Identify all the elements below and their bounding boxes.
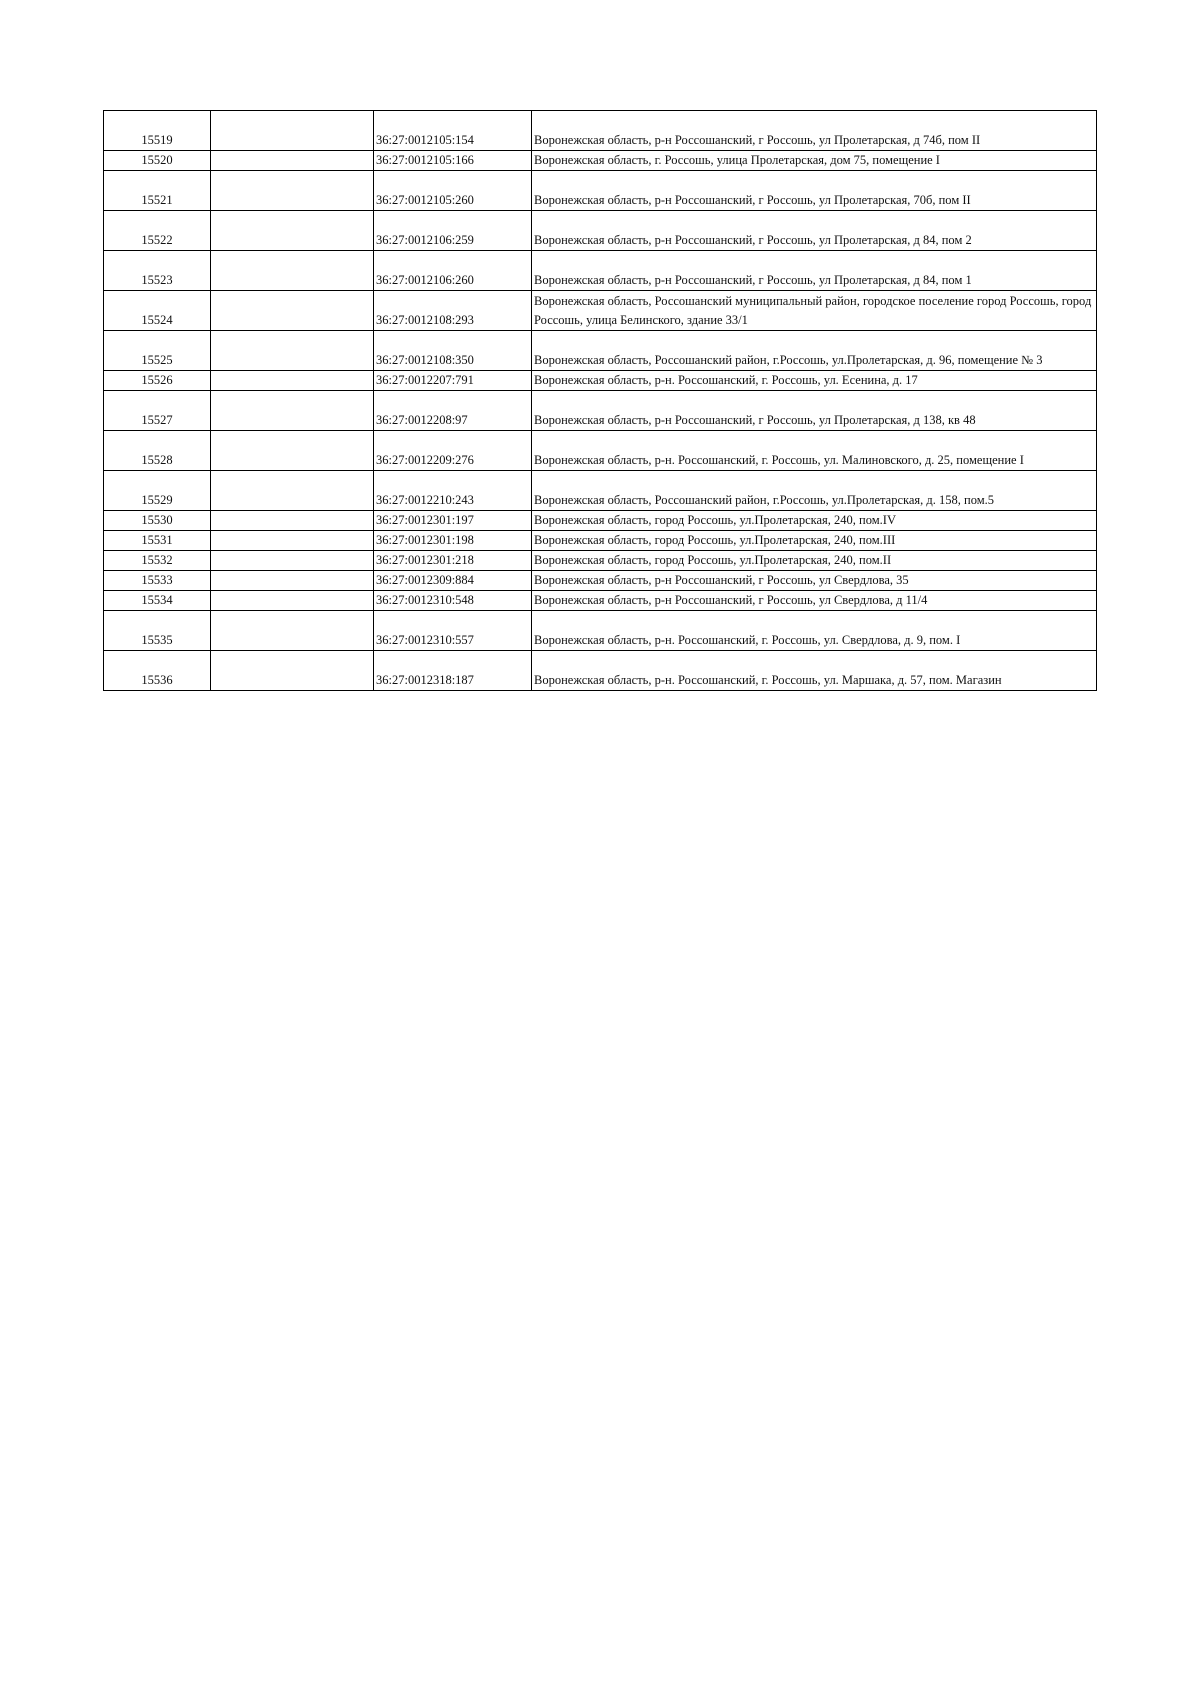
- empty-cell: [211, 651, 374, 691]
- cadastral-number: 36:27:0012318:187: [374, 651, 532, 691]
- table-row: [104, 171, 1097, 211]
- address: Воронежская область, р-н Россошанский, г Россошь, ул Свердлова, д 11/4: [532, 591, 1097, 611]
- row-number: 15535: [104, 611, 211, 651]
- empty-cell: [211, 431, 374, 471]
- empty-cell: [211, 571, 374, 591]
- empty-cell: [211, 531, 374, 551]
- table-row: [104, 431, 1097, 471]
- address: Воронежская область, г. Россошь, улица Пролетарская, дом 75, помещение I: [532, 151, 1097, 171]
- address: Воронежская область, р-н Россошанский, г Россошь, ул Пролетарская, д 74б, пом II: [532, 111, 1097, 151]
- cadastral-number: 36:27:0012210:243: [374, 471, 532, 511]
- row-number: 15532: [104, 551, 211, 571]
- address: Воронежская область, Россошанский муниципальный район, городское поселение город Россошь, город Россошь, улица Белинского, здание 33/1: [532, 291, 1097, 331]
- empty-cell: [211, 251, 374, 291]
- cadastral-number: 36:27:0012105:166: [374, 151, 532, 171]
- row-number: 15521: [104, 171, 211, 211]
- table-row: [104, 551, 1097, 571]
- cadastral-number: 36:27:0012106:260: [374, 251, 532, 291]
- table-row: [104, 371, 1097, 391]
- row-number: 15522: [104, 211, 211, 251]
- table-row: [104, 251, 1097, 291]
- address: Воронежская область, Россошанский район, г.Россошь, ул.Пролетарская, д. 96, помещение № 3: [532, 331, 1097, 371]
- empty-cell: [211, 511, 374, 531]
- cadastral-number: 36:27:0012106:259: [374, 211, 532, 251]
- address: Воронежская область, р-н. Россошанский, г. Россошь, ул. Есенина, д. 17: [532, 371, 1097, 391]
- table-row: [104, 111, 1097, 151]
- address: Воронежская область, р-н Россошанский, г Россошь, ул Пролетарская, д 84, пом 1: [532, 251, 1097, 291]
- row-number: 15524: [104, 291, 211, 331]
- empty-cell: [211, 211, 374, 251]
- row-number: 15529: [104, 471, 211, 511]
- cadastral-number: 36:27:0012310:548: [374, 591, 532, 611]
- empty-cell: [211, 111, 374, 151]
- address: Воронежская область, р-н Россошанский, г Россошь, ул Пролетарская, д 84, пом 2: [532, 211, 1097, 251]
- address: Воронежская область, город Россошь, ул.Пролетарская, 240, пом.III: [532, 531, 1097, 551]
- cadastral-number: 36:27:0012108:293: [374, 291, 532, 331]
- cadastral-number: 36:27:0012310:557: [374, 611, 532, 651]
- cadastral-number: 36:27:0012105:260: [374, 171, 532, 211]
- table-row: [104, 511, 1097, 531]
- table-row: [104, 291, 1097, 331]
- cadastral-number: 36:27:0012309:884: [374, 571, 532, 591]
- row-number: 15534: [104, 591, 211, 611]
- row-number: 15526: [104, 371, 211, 391]
- table-row: [104, 591, 1097, 611]
- address: Воронежская область, город Россошь, ул.Пролетарская, 240, пом.IV: [532, 511, 1097, 531]
- cadastral-number: 36:27:0012105:154: [374, 111, 532, 151]
- table-row: [104, 611, 1097, 651]
- empty-cell: [211, 331, 374, 371]
- property-register-table: [103, 110, 1097, 691]
- table-row: [104, 651, 1097, 691]
- empty-cell: [211, 611, 374, 651]
- row-number: 15530: [104, 511, 211, 531]
- empty-cell: [211, 151, 374, 171]
- empty-cell: [211, 171, 374, 211]
- cadastral-number: 36:27:0012301:197: [374, 511, 532, 531]
- cadastral-number: 36:27:0012208:97: [374, 391, 532, 431]
- row-number: 15519: [104, 111, 211, 151]
- address: Воронежская область, р-н Россошанский, г Россошь, ул Пролетарская, д 138, кв 48: [532, 391, 1097, 431]
- address: Воронежская область, р-н. Россошанский, г. Россошь, ул. Малиновского, д. 25, помещение I: [532, 431, 1097, 471]
- empty-cell: [211, 591, 374, 611]
- row-number: 15533: [104, 571, 211, 591]
- cadastral-number: 36:27:0012108:350: [374, 331, 532, 371]
- row-number: 15520: [104, 151, 211, 171]
- row-number: 15523: [104, 251, 211, 291]
- row-number: 15525: [104, 331, 211, 371]
- cadastral-number: 36:27:0012207:791: [374, 371, 532, 391]
- table-row: [104, 471, 1097, 511]
- empty-cell: [211, 551, 374, 571]
- table-row: [104, 331, 1097, 371]
- empty-cell: [211, 471, 374, 511]
- table-row: [104, 531, 1097, 551]
- table-row: [104, 211, 1097, 251]
- table-row: [104, 391, 1097, 431]
- address: Воронежская область, город Россошь, ул.Пролетарская, 240, пом.II: [532, 551, 1097, 571]
- table-row: [104, 571, 1097, 591]
- empty-cell: [211, 371, 374, 391]
- address: Воронежская область, Россошанский район, г.Россошь, ул.Пролетарская, д. 158, пом.5: [532, 471, 1097, 511]
- empty-cell: [211, 391, 374, 431]
- table-row: [104, 151, 1097, 171]
- row-number: 15528: [104, 431, 211, 471]
- row-number: 15536: [104, 651, 211, 691]
- cadastral-number: 36:27:0012301:198: [374, 531, 532, 551]
- cadastral-number: 36:27:0012209:276: [374, 431, 532, 471]
- row-number: 15531: [104, 531, 211, 551]
- address: Воронежская область, р-н. Россошанский, г. Россошь, ул. Свердлова, д. 9, пом. I: [532, 611, 1097, 651]
- empty-cell: [211, 291, 374, 331]
- address: Воронежская область, р-н. Россошанский, г. Россошь, ул. Маршака, д. 57, пом. Магазин: [532, 651, 1097, 691]
- cadastral-number: 36:27:0012301:218: [374, 551, 532, 571]
- row-number: 15527: [104, 391, 211, 431]
- address: Воронежская область, р-н Россошанский, г Россошь, ул Свердлова, 35: [532, 571, 1097, 591]
- address: Воронежская область, р-н Россошанский, г Россошь, ул Пролетарская, 70б, пом II: [532, 171, 1097, 211]
